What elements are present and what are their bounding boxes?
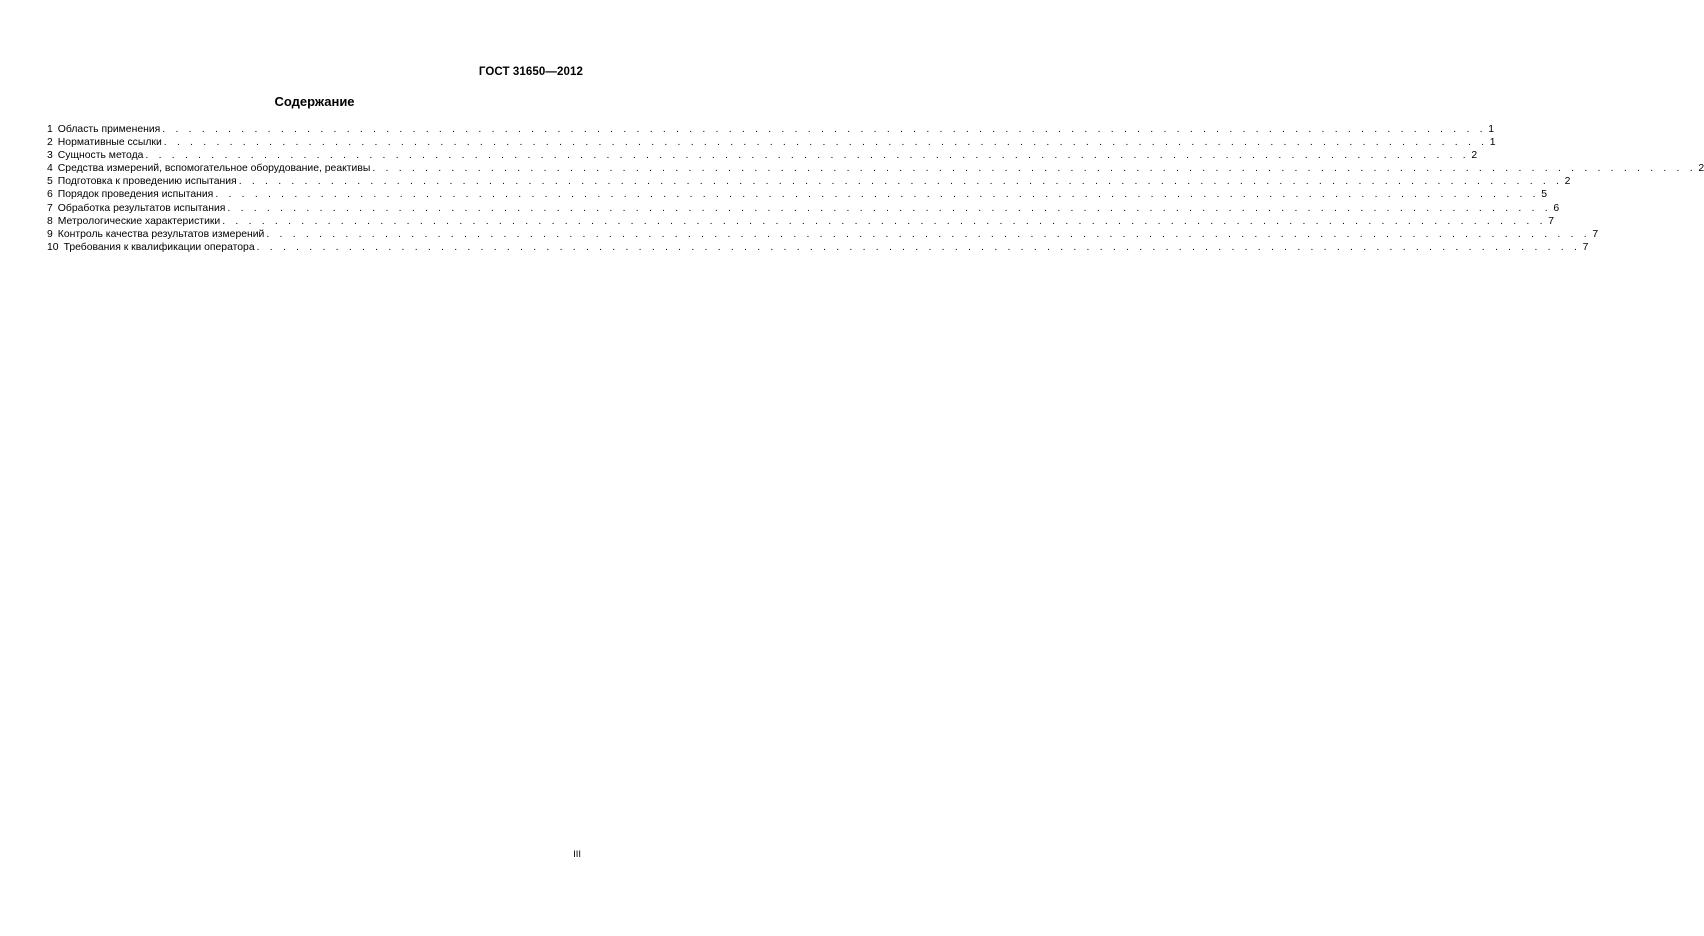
- toc-title: Содержание: [274, 94, 355, 109]
- toc-entry-title: Контроль качества результатов измерений: [57, 228, 265, 240]
- page-number: III: [573, 849, 581, 860]
- toc-leader: . . . . . . . . . . . . . . . . . . . . . . . . . . . . . . . . . . . . . . . . . . . . . . . . . . . . . . . . . . . . . . . . . . . . . . . . . . . . . . . . . . . . . . . . . . . . . . . . . . . . .: [266, 228, 1591, 240]
- toc-entry-number: 9: [47, 228, 53, 240]
- toc-entry-page: 6: [1553, 202, 1560, 214]
- toc-leader: . . . . . . . . . . . . . . . . . . . . . . . . . . . . . . . . . . . . . . . . . . . . . . . . . . . . . . . . . . . . . . . . . . . . . . . . . . . . . . . . . . . . . . . . . . . . . . . . . . . . .: [215, 189, 1540, 201]
- toc-leader: . . . . . . . . . . . . . . . . . . . . . . . . . . . . . . . . . . . . . . . . . . . . . . . . . . . . . . . . . . . . . . . . . . . . . . . . . . . . . . . . . . . . . . . . . . . . . . . . . . . . .: [162, 124, 1487, 135]
- toc-entry-page: 2: [1698, 163, 1704, 175]
- toc-entry[interactable]: [47, 241, 1589, 254]
- toc-entry-title: Средства измерений, вспомогательное оборудование, реактивы: [57, 163, 371, 175]
- toc-leader: . . . . . . . . . . . . . . . . . . . . . . . . . . . . . . . . . . . . . . . . . . . . . . . . . . . . . . . . . . . . . . . . . . . . . . . . . . . . . . . . . . . . . . . . . . . . . . . . . . . . .: [227, 202, 1552, 214]
- toc-entry-page: 7: [1582, 241, 1589, 253]
- toc-entry[interactable]: [47, 188, 1548, 201]
- toc-leader: . . . . . . . . . . . . . . . . . . . . . . . . . . . . . . . . . . . . . . . . . . . . . . . . . . . . . . . . . . . . . . . . . . . . . . . . . . . . . . . . . . . . . . . . . . . . . . . . . . . . .: [372, 163, 1697, 175]
- toc-entry-title: Область применения: [57, 124, 161, 135]
- table-of-contents: [47, 123, 1704, 254]
- toc-leader: . . . . . . . . . . . . . . . . . . . . . . . . . . . . . . . . . . . . . . . . . . . . . . . . . . . . . . . . . . . . . . . . . . . . . . . . . . . . . . . . . . . . . . . . . . . . . . . . . . . . .: [222, 215, 1547, 227]
- toc-entry-page: 5: [1541, 189, 1548, 201]
- toc-entry-page: 2: [1564, 176, 1571, 188]
- toc-entry-page: 1: [1488, 124, 1495, 135]
- standard-code: ГОСТ 31650—2012: [478, 66, 583, 78]
- toc-entry[interactable]: [47, 175, 1571, 188]
- toc-entry-title: Метрологические характеристики: [57, 215, 221, 227]
- toc-entry[interactable]: [47, 162, 1704, 175]
- toc-entry-page: 7: [1548, 215, 1554, 227]
- toc-entry-page: 2: [1471, 150, 1478, 162]
- toc-entry-number: 4: [47, 163, 53, 175]
- toc-entry-title: Сущность метода: [57, 150, 144, 162]
- toc-entry-title: Обработка результатов испытания: [57, 202, 226, 214]
- toc-entry-title: Нормативные ссылки: [57, 137, 162, 149]
- toc-entry-number: 1: [47, 124, 53, 135]
- toc-leader: . . . . . . . . . . . . . . . . . . . . . . . . . . . . . . . . . . . . . . . . . . . . . . . . . . . . . . . . . . . . . . . . . . . . . . . . . . . . . . . . . . . . . . . . . . . . . . . . . . . . .: [238, 176, 1563, 188]
- toc-entry-number: 7: [47, 202, 53, 214]
- toc-entry-page: 1: [1489, 137, 1496, 149]
- toc-entry-page: 7: [1592, 228, 1599, 240]
- toc-entry-number: 3: [47, 150, 53, 162]
- toc-entry-number: 8: [47, 215, 53, 227]
- toc-leader: . . . . . . . . . . . . . . . . . . . . . . . . . . . . . . . . . . . . . . . . . . . . . . . . . . . . . . . . . . . . . . . . . . . . . . . . . . . . . . . . . . . . . . . . . . . . . . . . . . . . .: [163, 137, 1488, 149]
- toc-entry[interactable]: [47, 136, 1496, 149]
- toc-leader: . . . . . . . . . . . . . . . . . . . . . . . . . . . . . . . . . . . . . . . . . . . . . . . . . . . . . . . . . . . . . . . . . . . . . . . . . . . . . . . . . . . . . . . . . . . . . . . . . . . . .: [256, 241, 1581, 253]
- toc-entry-title: Порядок проведения испытания: [57, 189, 214, 201]
- toc-entry-number: 5: [47, 176, 53, 188]
- toc-entry-title: Подготовка к проведению испытания: [57, 176, 237, 188]
- toc-entry-title: Требования к квалификации оператора: [63, 241, 255, 253]
- toc-entry[interactable]: [47, 202, 1560, 215]
- toc-entry-number: 10: [47, 241, 59, 253]
- toc-entry-number: 2: [47, 137, 53, 149]
- toc-entry[interactable]: [47, 228, 1599, 241]
- toc-leader: . . . . . . . . . . . . . . . . . . . . . . . . . . . . . . . . . . . . . . . . . . . . . . . . . . . . . . . . . . . . . . . . . . . . . . . . . . . . . . . . . . . . . . . . . . . . . . . . . . . . .: [145, 150, 1470, 162]
- toc-entry[interactable]: [47, 123, 1495, 136]
- toc-entry[interactable]: [47, 215, 1554, 228]
- toc-entry-number: 6: [47, 189, 53, 201]
- toc-entry[interactable]: [47, 149, 1478, 162]
